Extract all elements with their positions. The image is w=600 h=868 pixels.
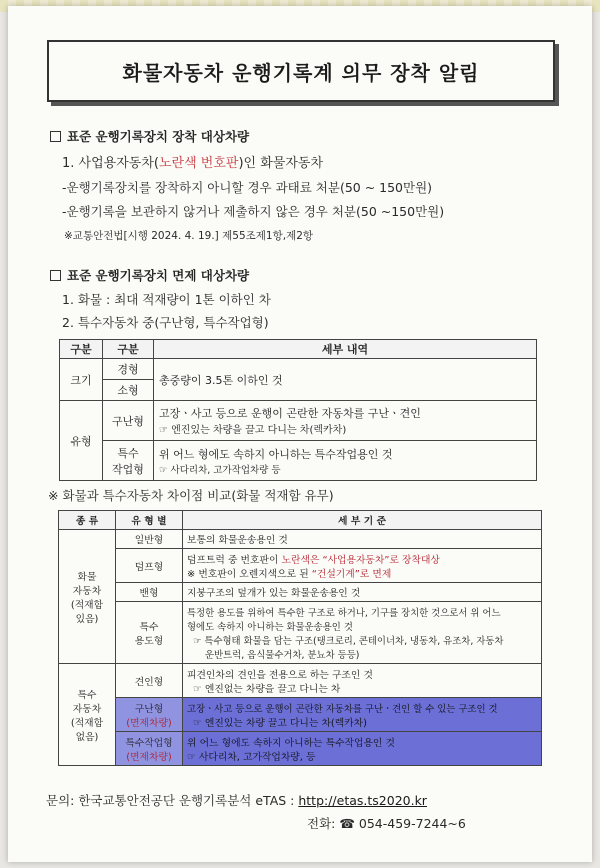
table-header: 유 형 별 bbox=[116, 511, 183, 530]
comparison-table bbox=[58, 510, 542, 766]
phone-line: 전화: ☎ 054-459-7244~6 bbox=[307, 816, 466, 831]
dump-detail: 덤프트럭 중 번호판이 노란색은 “사업용자동차”로 장착대상 bbox=[187, 554, 440, 566]
cargo-vehicle-label: 화물 자동차 (적재함 있음) bbox=[59, 530, 116, 664]
page-title: 화물자동차 운행기록계 의무 장착 알림 bbox=[122, 60, 480, 85]
inquiry-line: 문의: 한국교통안전공단 운행기록분석 eTAS : http://etas.ts2020.kr bbox=[46, 793, 427, 808]
compare-heading: ※ 화물과 특수자동차 차이점 비교(화물 적재함 유무) bbox=[48, 488, 334, 503]
section2-item2: 2. 특수자동차 중(구난형, 특수작업형) bbox=[62, 315, 269, 330]
checkbox-square-icon bbox=[50, 131, 61, 142]
rescue-type: 구난형 bbox=[103, 401, 154, 441]
special-use-detail-cell: 특정한 용도를 위하여 특수한 구조로 하거나, 기구를 장치한 것으로서 위 어느 형에도 속하지 아니하는 화물운송용인 것 ☞ 특수형태 화물을 담는 구조(탱크로리, 콘테이너차, 냉동차, 유조차, 자동차 운반트럭, 음식물수거차, 분뇨차 등등) bbox=[183, 602, 542, 664]
dump-type: 덤프형 bbox=[116, 549, 183, 583]
dump-detail-cell bbox=[183, 549, 542, 583]
work-exempt-type: 특수작업형 (면제차량) bbox=[116, 732, 183, 766]
tow-detail-cell: 피견인차의 견인을 전용으로 하는 구조인 것 ☞ 엔진없는 차량을 끌고 다니는 차 bbox=[183, 664, 542, 698]
rescue-detail-cell bbox=[154, 401, 537, 441]
section1-heading: 표준 운행기록장치 장착 대상차량 bbox=[50, 127, 249, 145]
table-header: 세부 내역 bbox=[154, 340, 537, 359]
work-exempt-detail-cell: 위 어느 형에도 속하지 아니하는 특수작업용인 것 ☞ 사다리차, 고가작업차량, 등 bbox=[183, 732, 542, 766]
law-note: ※교통안전법[시행 2024. 4. 19.] 제55조제1항,제2항 bbox=[64, 230, 314, 242]
size-detail: 총중량이 3.5톤 이하인 것 bbox=[154, 359, 537, 401]
title-box bbox=[47, 40, 555, 102]
table-header: 구분 bbox=[103, 340, 154, 359]
type-label: 유형 bbox=[60, 401, 103, 481]
dump-note: ※ 번호판이 오렌지색으로 된 “건설기계”로 면제 bbox=[187, 568, 392, 580]
exempt-detail-table bbox=[59, 339, 537, 481]
special-vehicle-label: 특수 자동차 (적재함 없음) bbox=[59, 664, 116, 766]
rescue-note: ☞ 엔진있는 차량을 끌고 다니는 차(렉카차) bbox=[159, 425, 347, 436]
etas-link[interactable]: http://etas.ts2020.kr bbox=[298, 793, 427, 808]
section2-heading: 표준 운행기록장치 면제 대상차량 bbox=[50, 266, 249, 284]
rescue-detail: 고장ㆍ사고 등으로 운행이 곤란한 자동차를 구난ㆍ견인 bbox=[159, 407, 421, 420]
special-note: ☞ 사다리차, 고가작업차량 등 bbox=[159, 464, 281, 476]
rescue-exempt-type: 구난형 (면제차량) bbox=[116, 698, 183, 732]
special-detail: 위 어느 형에도 속하지 아니하는 특수작업용인 것 bbox=[159, 447, 393, 461]
section1-line-a: -운행기록장치를 장착하지 아니할 경우 과태료 처분(50 ~ 150만원) bbox=[62, 180, 433, 195]
tow-type: 견인형 bbox=[116, 664, 183, 698]
compact-type: 경형 bbox=[103, 359, 154, 380]
section1-line-b: -운행기록을 보관하지 않거나 제출하지 않은 경우 처분(50 ~150만원) bbox=[62, 204, 445, 219]
general-detail: 보통의 화물운송용인 것 bbox=[183, 530, 542, 549]
section1-item1: 1. 사업용자동차(노란색 번호판)인 화물자동차 bbox=[62, 156, 324, 171]
general-type: 일반형 bbox=[116, 530, 183, 549]
special-use-type: 특수 용도형 bbox=[116, 602, 183, 664]
size-label: 크기 bbox=[60, 359, 103, 401]
small-type: 소형 bbox=[103, 380, 154, 401]
table-header: 구분 bbox=[60, 340, 103, 359]
rescue-exempt-detail-cell: 고장ㆍ사고 등으로 운행이 곤란한 자동차를 구난ㆍ견인 할 수 있는 구조인 것 ☞ 엔진있는 차량 끌고 다니는 차(렉카차) bbox=[183, 698, 542, 732]
van-detail: 지붕구조의 덮개가 있는 화물운송용인 것 bbox=[183, 583, 542, 602]
table-header: 세 부 기 준 bbox=[183, 511, 542, 530]
table-header: 종 류 bbox=[59, 511, 116, 530]
checkbox-square-icon bbox=[50, 270, 61, 281]
special-work-type: 특수 작업형 bbox=[103, 441, 154, 481]
van-type: 밴형 bbox=[116, 583, 183, 602]
special-detail-cell bbox=[154, 441, 537, 481]
section2-item1: 1. 화물 : 최대 적재량이 1톤 이하인 차 bbox=[62, 292, 271, 307]
